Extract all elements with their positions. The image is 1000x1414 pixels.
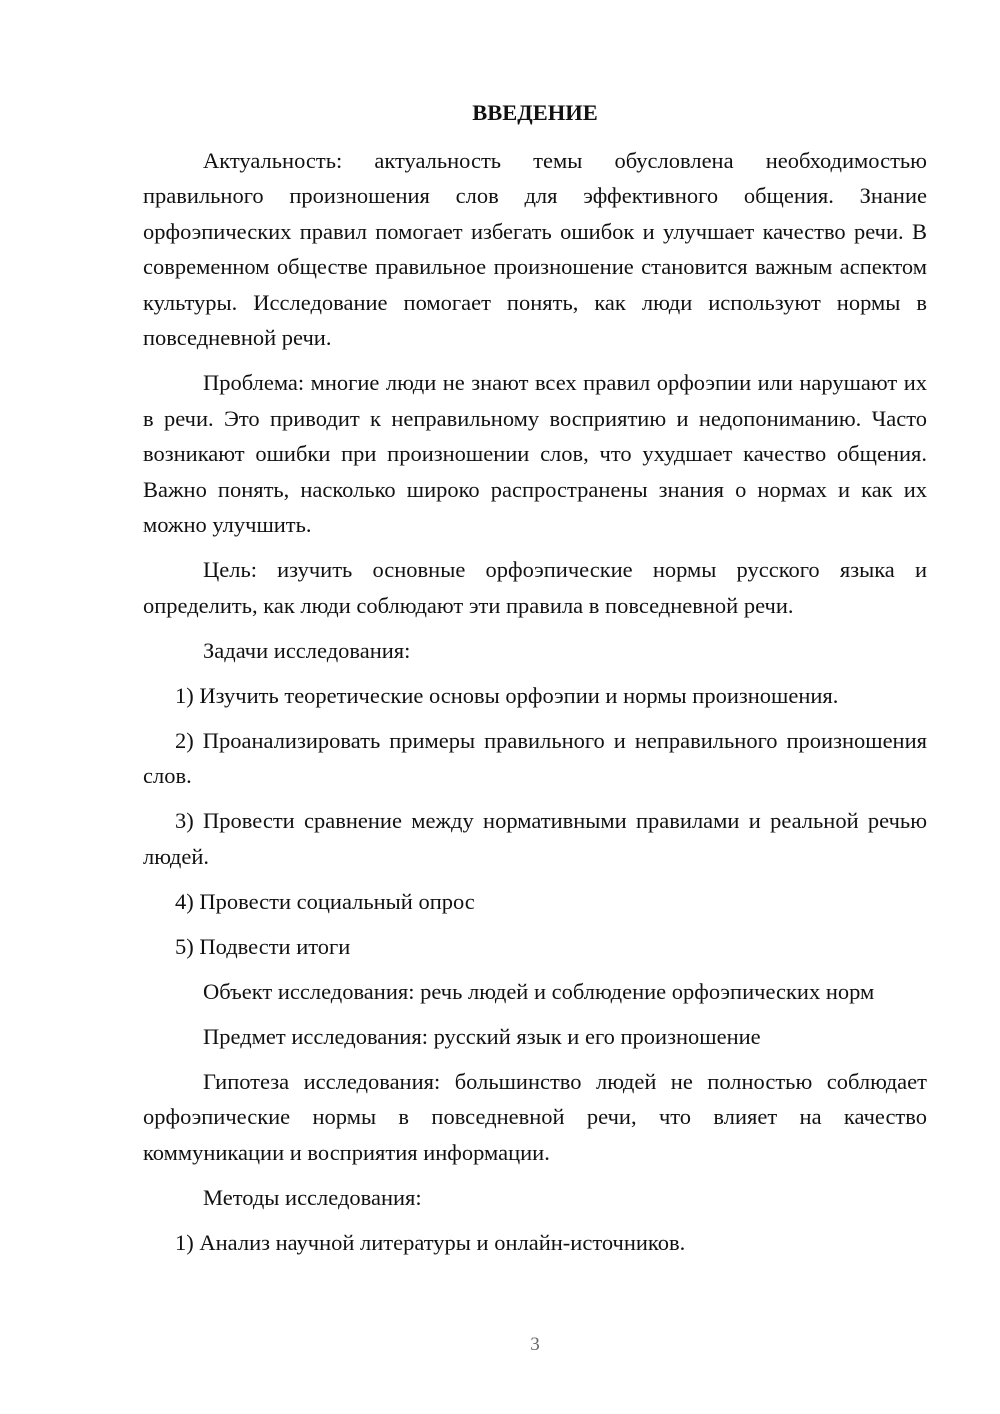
hypothesis-paragraph: Гипотеза исследования: большинство людей не полностью соблюдает орфоэпические нормы в повседневной речи, что влияет на качество коммуникации и восприятия информации. [143, 1068, 927, 1165]
task-item: 3) Провести сравнение между нормативными правилами и реальной речью людей. [143, 808, 927, 869]
problem-paragraph: Проблема: многие люди не знают всех правил орфоэпии или нарушают их в речи. Это приводит к неправильному восприятию и недопониманию. Часто возникают ошибки при произношении слов, что ухудшает качество общения. Важно понять, насколько широко распространены знания о нормах и как их можно улучшить. [143, 370, 927, 537]
task-item: 1) Изучить теоретические основы орфоэпии и нормы произношения. [175, 682, 839, 708]
page-content [143, 95, 927, 1270]
methods-heading: Методы исследования: [203, 1184, 422, 1210]
task-item: 4) Провести социальный опрос [175, 888, 475, 914]
task-item: 2) Проанализировать примеры правильного и неправильного произношения слов. [143, 727, 927, 788]
goal-paragraph: Цель: изучить основные орфоэпические нормы русского языка и определить, как люди соблюдают эти правила в повседневной речи. [143, 557, 927, 618]
method-item: 1) Анализ научной литературы и онлайн-источников. [175, 1229, 686, 1255]
subject-paragraph: Предмет исследования: русский язык и его произношение [203, 1023, 761, 1049]
relevance-paragraph: Актуальность: актуальность темы обусловлена необходимостью правильного произношения слов для эффективного общения. Знание орфоэпических правил помогает избегать ошибок и улучшает качество речи. В современном обществе правильное произношение становится важным аспектом культуры. Исследование помогает понять, как люди используют нормы в повседневной речи. [143, 147, 927, 350]
tasks-heading: Задачи исследования: [203, 637, 411, 663]
object-paragraph: Объект исследования: речь людей и соблюдение орфоэпических норм [203, 978, 875, 1004]
task-item: 5) Подвести итоги [175, 933, 351, 959]
section-title: ВВЕДЕНИЕ [472, 100, 598, 125]
page-number: 3 [530, 1334, 540, 1355]
